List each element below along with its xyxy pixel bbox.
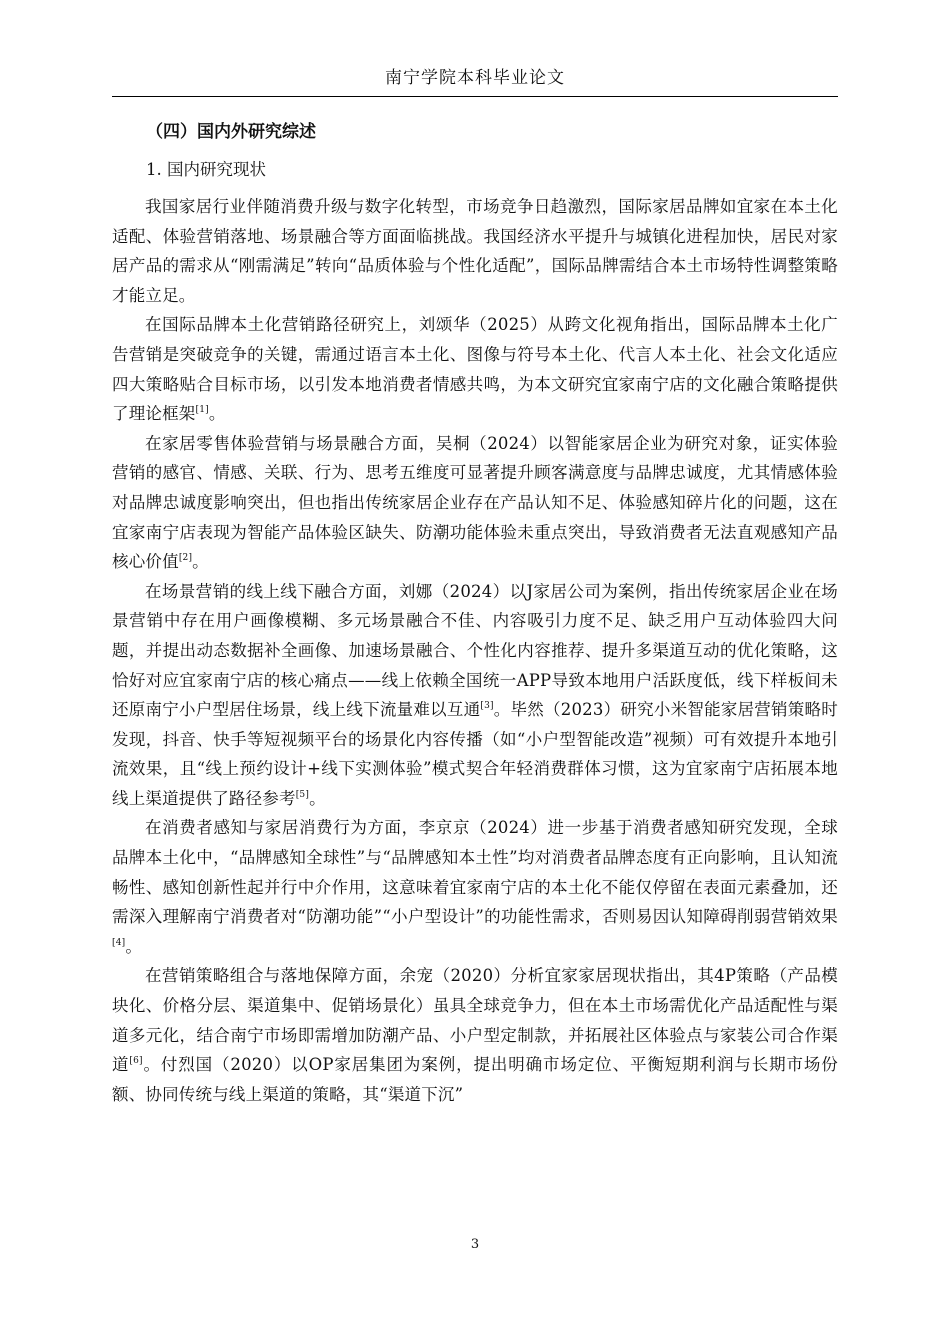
paragraph-2: 在国际品牌本土化营销路径研究上，刘颂华（2025）从跨文化视角指出，国际品牌本土化广告营销是突破竞争的关键，需通过语言本土化、图像与符号本土化、代言人本土化、社会文化适应四大策略贴合目标市场，以引发本地消费者情感共鸣，为本文研究宜家南宁店的文化融合策略提供了理论框架[1]。 — [112, 315, 838, 424]
section-heading: （四）国内外研究综述 — [146, 122, 316, 142]
paragraph-3: 在家居零售体验营销与场景融合方面，吴桐（2024）以智能家居企业为研究对象，证实体验营销的感官、情感、关联、行为、思考五维度可显著提升顾客满意度与品牌忠诚度，尤其情感体验对品牌忠诚度影响突出，但也指出传统家居企业存在产品认知不足、体验感知碎片化的问题，这在宜家南宁店表现为智能产品体验区缺失、防潮功能体验未重点突出，导致消费者无法直观感知产品核心价值[2]。 — [112, 433, 838, 572]
page-body — [112, 116, 838, 1109]
citation-ref: [4] — [112, 937, 126, 948]
page-header: 南宁学院本科毕业论文 — [385, 68, 565, 88]
header-rule — [112, 96, 838, 97]
citation-ref: [5] — [295, 789, 310, 800]
page-number: 3 — [470, 1237, 480, 1252]
citation-ref: [1] — [195, 405, 209, 416]
citation-ref: [2] — [178, 553, 193, 564]
citation-ref: [6] — [129, 1056, 143, 1067]
paragraph-1: 我国家居行业伴随消费升级与数字化转型，市场竞争日趋激烈，国际家居品牌如宜家在本土化适配、体验营销落地、场景融合等方面面临挑战。我国经济水平提升与城镇化进程加快，居民对家居产品的需求从“刚需满足”转向“品质体验与个性化适配”，国际品牌需结合本土市场特性调整策略才能立足。 — [112, 197, 838, 305]
paragraph-6: 在营销策略组合与落地保障方面，余宠（2020）分析宜家家居现状指出，其4P策略（产品模块化、价格分层、渠道集中、促销场景化）虽具全球竞争力，但在本土市场需优化产品适配性与渠道多元化，结合南宁市场即需增加防潮产品、小户型定制款，并拓展社区体验点与家装公司合作渠道[6]。付烈国（2020）以OP家居集团为案例，提出明确市场定位、平衡短期利润与长期市场份额、协同传统与线上渠道的策略，其“渠道下沉” — [112, 966, 838, 1104]
paragraph-5: 在消费者感知与家居消费行为方面，李京京（2024）进一步基于消费者感知研究发现，全球品牌本土化中，“品牌感知全球性”与“品牌感知本土性”均对消费者品牌态度有正向影响，且认知流畅性、感知创新性起并行中介作用，这意味着宜家南宁店的本土化不能仅停留在表面元素叠加，还需深入理解南宁消费者对“防潮功能”“小户型设计”的功能性需求，否则易因认知障碍削弱营销效果[4]。 — [112, 818, 838, 956]
subsection-heading: 1. 国内研究现状 — [146, 160, 266, 179]
citation-ref: [3] — [480, 701, 494, 712]
paragraph-4: 在场景营销的线上线下融合方面，刘娜（2024）以J家居公司为案例，指出传统家居企业在场景营销中存在用户画像模糊、多元场景融合不佳、内容吸引力度不足、缺乏用户互动体验四大问题，并提出动态数据补全画像、加速场景融合、个性化内容推荐、提升多渠道互动的优化策略，这恰好对应宜家南宁店的核心痛点——线上依赖全国统一APP导致本地用户活跃度低，线下样板间未还原南宁小户型居住场景，线上线下流量难以互通[3]。毕然（2023）研究小米智能家居营销策略时发现，抖音、快手等短视频平台的场景化内容传播（如“小户型智能改造”视频）可有效提升本地引流效果，且“线上预约设计+线下实测体验”模式契合年轻消费群体习惯，这为宜家南宁店拓展本地线上渠道提供了路径参考[5]。 — [112, 581, 838, 808]
